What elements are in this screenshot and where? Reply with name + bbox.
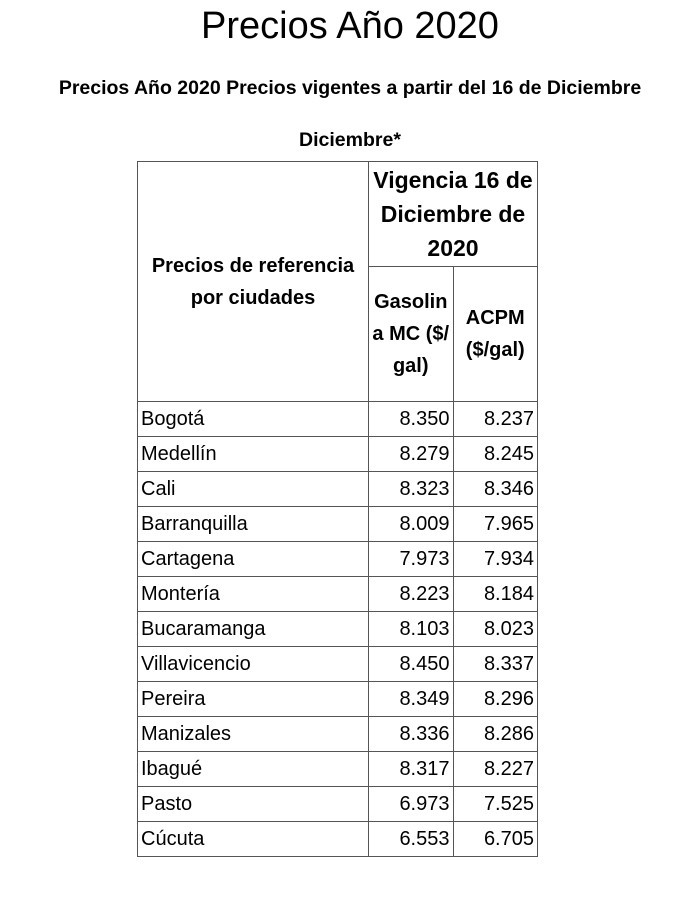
city-cell: Ibagué	[138, 752, 369, 787]
table-row	[138, 402, 538, 437]
acpm-price-cell: 8.184	[453, 577, 538, 612]
price-table-head	[138, 162, 538, 402]
gasolina-column-header: Gasolina MC ($/gal)	[369, 267, 454, 402]
price-table	[137, 161, 538, 857]
gasolina-price-cell: 8.103	[369, 612, 454, 647]
gasolina-price-cell: 8.450	[369, 647, 454, 682]
gasolina-price-cell: 8.350	[369, 402, 454, 437]
table-row	[138, 507, 538, 542]
subtitle-line-1: Precios Año 2020 Precios vigentes a partir del 16 de Diciembre	[58, 77, 642, 99]
page-title: Precios Año 2020	[201, 5, 499, 47]
table-row	[138, 682, 538, 717]
city-column-header: Precios de referencia por ciudades	[138, 162, 369, 402]
city-cell: Pasto	[138, 787, 369, 822]
city-cell: Pereira	[138, 682, 369, 717]
gasolina-price-cell: 6.553	[369, 822, 454, 857]
subtitle-line-2: Diciembre*	[299, 129, 401, 151]
acpm-price-cell: 8.296	[453, 682, 538, 717]
acpm-price-cell: 8.237	[453, 402, 538, 437]
city-cell: Montería	[138, 577, 369, 612]
city-cell: Bogotá	[138, 402, 369, 437]
gasolina-price-cell: 8.323	[369, 472, 454, 507]
acpm-price-cell: 8.337	[453, 647, 538, 682]
table-row	[138, 647, 538, 682]
table-row	[138, 752, 538, 787]
gasolina-price-cell: 8.317	[369, 752, 454, 787]
gasolina-price-cell: 8.009	[369, 507, 454, 542]
gasolina-price-cell: 8.223	[369, 577, 454, 612]
city-cell: Cartagena	[138, 542, 369, 577]
table-row	[138, 472, 538, 507]
vigencia-header: Vigencia 16 de Diciembre de 2020	[369, 162, 538, 267]
acpm-price-cell: 8.245	[453, 437, 538, 472]
acpm-column-header: ACPM ($/gal)	[453, 267, 538, 402]
acpm-price-cell: 8.286	[453, 717, 538, 752]
gasolina-price-cell: 8.279	[369, 437, 454, 472]
city-cell: Cali	[138, 472, 369, 507]
acpm-price-cell: 7.965	[453, 507, 538, 542]
acpm-price-cell: 8.023	[453, 612, 538, 647]
acpm-price-cell: 8.227	[453, 752, 538, 787]
gasolina-price-cell: 8.349	[369, 682, 454, 717]
city-cell: Manizales	[138, 717, 369, 752]
page-subtitle	[0, 62, 700, 166]
table-row	[138, 717, 538, 752]
header-row-1	[138, 162, 538, 267]
city-cell: Cúcuta	[138, 822, 369, 857]
table-row	[138, 612, 538, 647]
acpm-price-cell: 7.525	[453, 787, 538, 822]
table-row	[138, 787, 538, 822]
acpm-price-cell: 6.705	[453, 822, 538, 857]
city-cell: Bucaramanga	[138, 612, 369, 647]
acpm-price-cell: 7.934	[453, 542, 538, 577]
table-row	[138, 542, 538, 577]
table-row	[138, 822, 538, 857]
acpm-price-cell: 8.346	[453, 472, 538, 507]
gasolina-price-cell: 8.336	[369, 717, 454, 752]
price-table-body	[138, 402, 538, 857]
city-cell: Barranquilla	[138, 507, 369, 542]
gasolina-price-cell: 6.973	[369, 787, 454, 822]
table-row	[138, 437, 538, 472]
table-row	[138, 577, 538, 612]
city-cell: Villavicencio	[138, 647, 369, 682]
city-cell: Medellín	[138, 437, 369, 472]
gasolina-price-cell: 7.973	[369, 542, 454, 577]
